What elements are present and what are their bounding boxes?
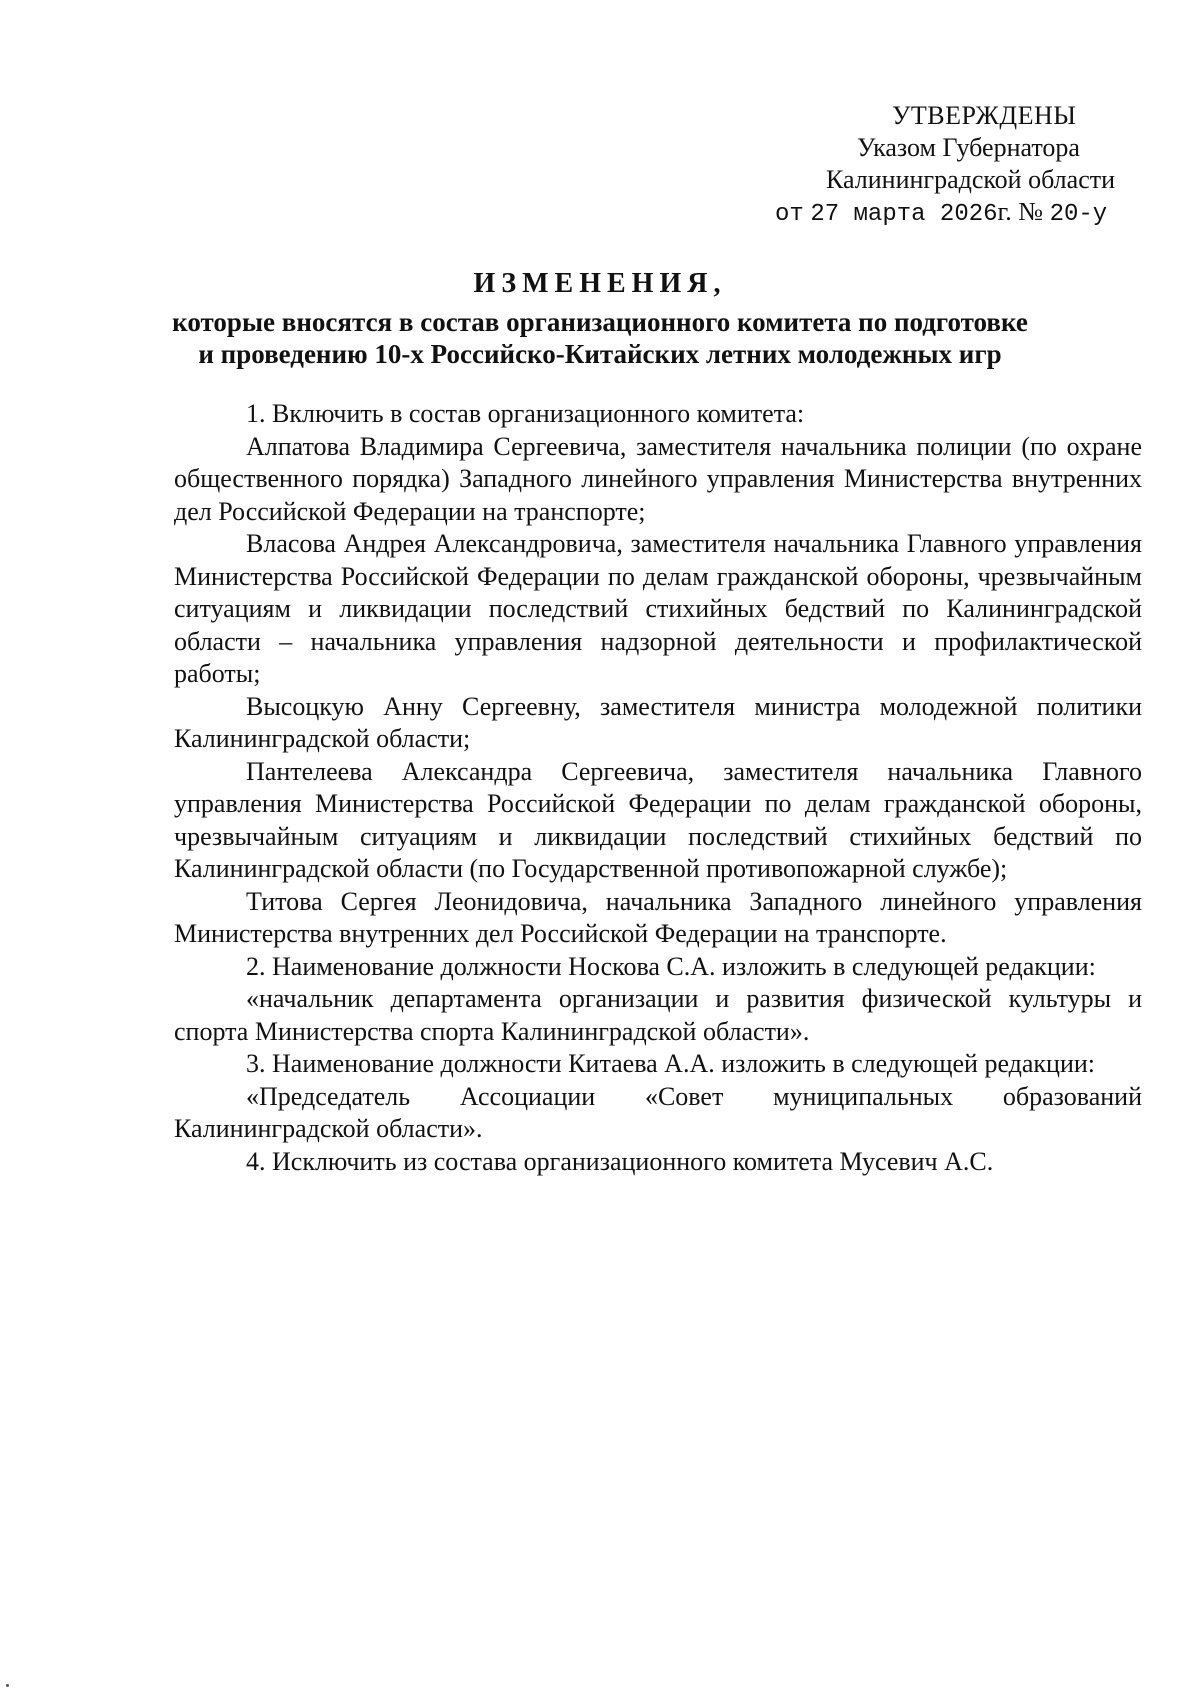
- paragraph-member-titov: Титова Сергея Леонидовича, начальника Западного линейного управления Министерства внутренних дел Российской Федерации на транспорте.: [174, 886, 1142, 948]
- document-subtitle-line-1: которые вносятся в состав организационного комитета по подготовке: [172, 307, 1028, 337]
- document-subtitle-line-2: и проведению 10-х Российско-Китайских летних молодежных игр: [198, 339, 1002, 369]
- approval-date-prefix: от: [775, 201, 804, 228]
- paragraph-item-3-text: «Председатель Ассоциации «Совет муниципальных образований Калининградской области».: [174, 1081, 1142, 1143]
- approval-region: Калининградской области: [826, 165, 1116, 194]
- paragraph-member-vysotskaya: Высоцкую Анну Сергеевну, заместителя министра молодежной политики Калининградской области;: [174, 691, 1142, 753]
- paragraph-item-1: 1. Включить в состав организационного комитета:: [246, 399, 805, 428]
- paragraph-item-4: 4. Исключить из состава организационного комитета Мусевич А.С.: [246, 1146, 994, 1176]
- scan-dot: [6, 1684, 9, 1687]
- paragraph-item-3: 3. Наименование должности Китаева А.А. изложить в следующей редакции:: [246, 1049, 1096, 1078]
- approval-title: УТВЕРЖДЕНЫ: [892, 101, 1077, 130]
- paragraph-item-2: 2. Наименование должности Носкова С.А. изложить в следующей редакции:: [246, 951, 1096, 981]
- paragraph-item-2-text: «начальник департамента организации и развития физической культуры и спорта Министерства спорта Калининградской области».: [174, 984, 1142, 1046]
- approval-date-value: 27 марта 2026: [810, 201, 998, 228]
- approval-number: 20-у: [1049, 201, 1108, 228]
- document-body: [174, 398, 1142, 1178]
- paragraph-member-vlasov: Власова Андрея Александровича, заместителя начальника Главного управления Министерства Российской Федерации по делам гражданской обороны, чрезвычайным ситуациям и ликвидации последствий стихийных бедствий по Калининградской области – начальника управления надзорной деятельности и профилактической работы;: [174, 529, 1142, 688]
- approval-date-suffix: г. №: [997, 197, 1044, 226]
- approval-date-line: [775, 196, 1107, 230]
- paragraph-member-panteleev: Пантелеева Александра Сергеевича, заместителя начальника Главного управления Министерства Российской Федерации по делам гражданской обороны, чрезвычайным ситуациям и ликвидации последствий стихийных бедствий по Калининградской области (по Государственной противопожарной службе);: [174, 756, 1142, 883]
- approval-issuer: Указом Губернатора: [857, 133, 1080, 162]
- document-title: ИЗМЕНЕНИЯ,: [473, 268, 727, 299]
- document-heading: [0, 266, 1200, 370]
- paragraph-member-alpatov: Алпатова Владимира Сергеевича, заместителя начальника полиции (по охране общественного порядка) Западного линейного управления Министерства внутренних дел Российской Федерации на транспорте;: [174, 431, 1142, 526]
